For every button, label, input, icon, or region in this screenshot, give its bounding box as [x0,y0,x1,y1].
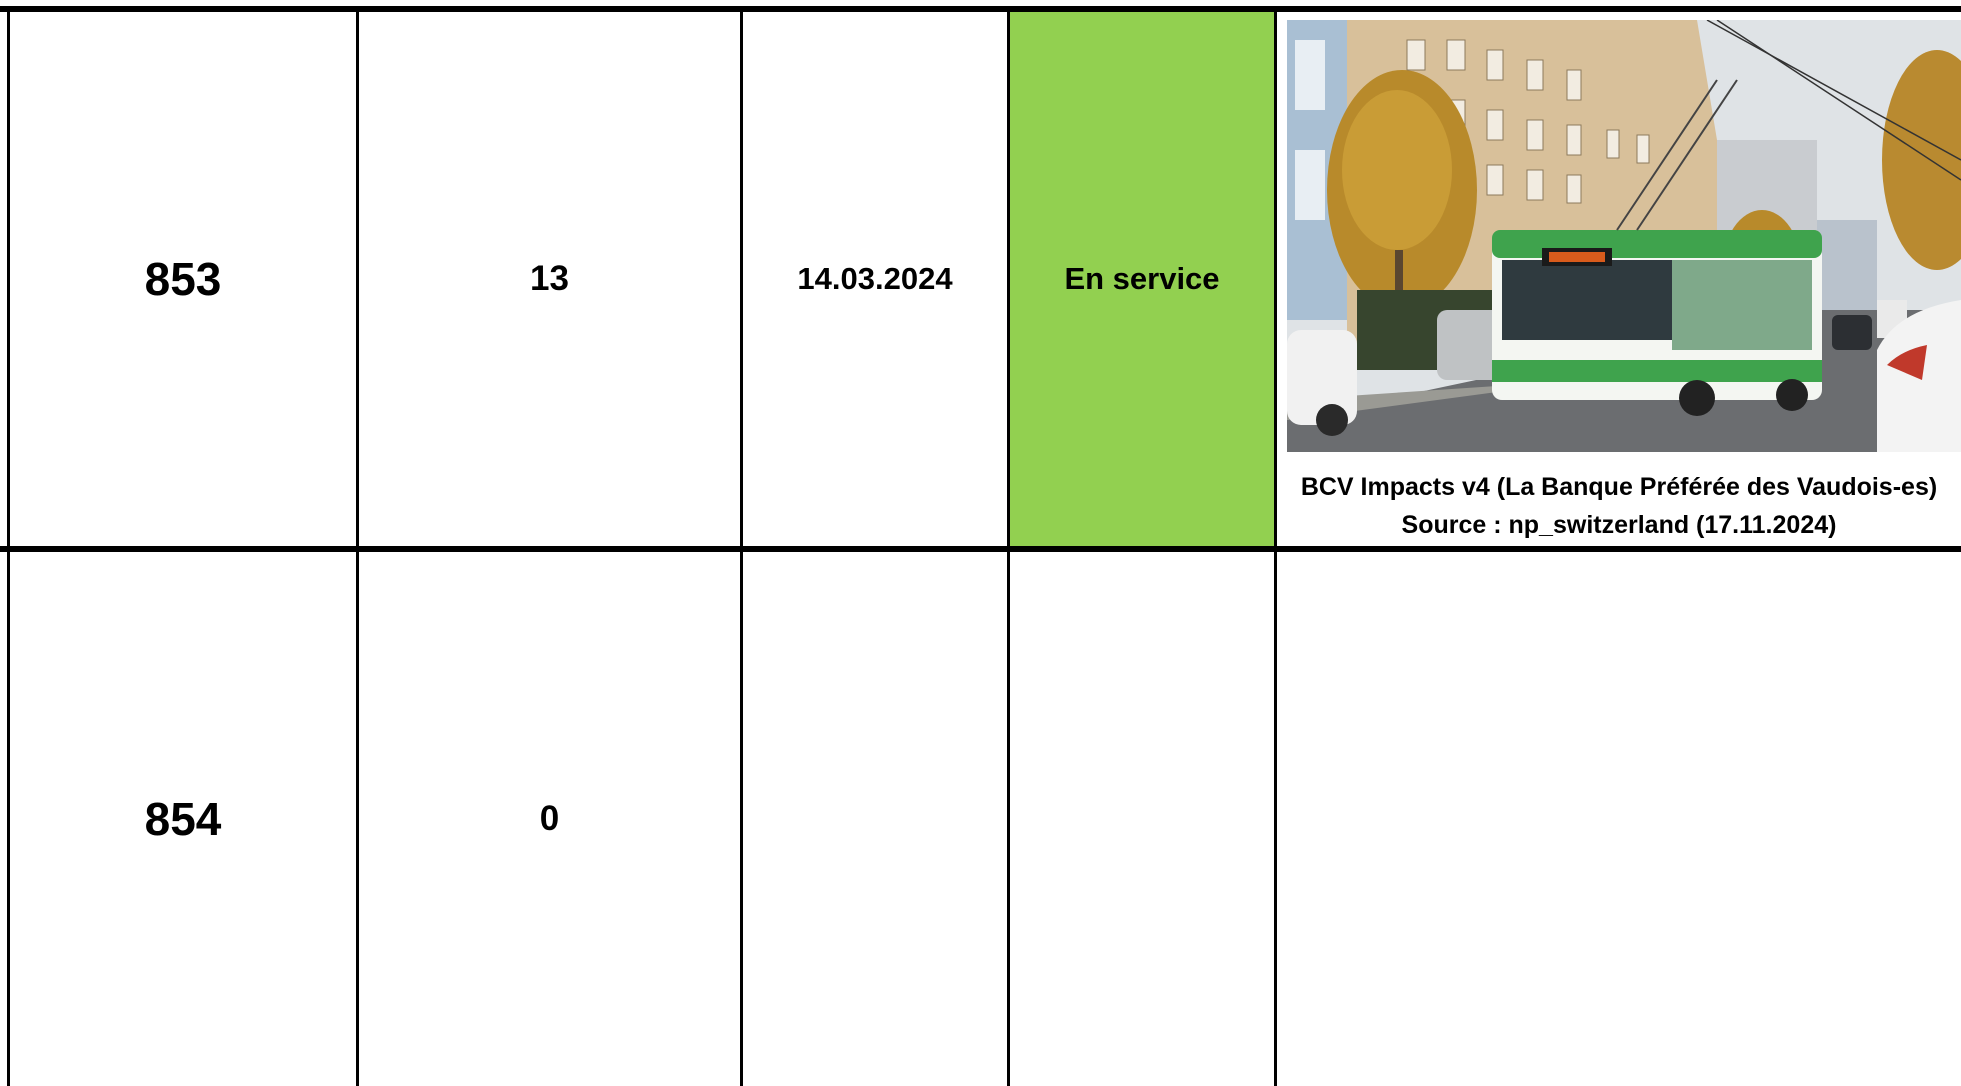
table-row [0,12,1961,546]
date-cell [743,12,1007,546]
trolleybus-photo [1287,20,1961,452]
vehicle-number: 853 [144,253,222,305]
photo-caption-source: Source : np_switzerland (17.11.2024) [1401,511,1837,539]
vehicle-number-cell [10,552,356,1086]
status-cell [1010,12,1274,546]
photo-caption-title: BCV Impacts v4 (La Banque Préférée des Vaudois-es) [1300,473,1938,501]
vehicle-number-cell [10,12,356,546]
status-cell [1010,552,1274,1086]
table-row [0,552,1961,1086]
status-value: En service [1064,261,1220,296]
count-value: 0 [539,799,560,838]
photo-cell [1277,552,1961,1086]
photo-caption [1277,468,1961,544]
vehicle-number: 854 [144,793,222,845]
date-cell [743,552,1007,1086]
count-cell [359,552,740,1086]
count-cell [359,12,740,546]
date-value: 14.03.2024 [797,261,953,296]
photo-cell [1277,12,1961,546]
count-value: 13 [530,259,569,298]
